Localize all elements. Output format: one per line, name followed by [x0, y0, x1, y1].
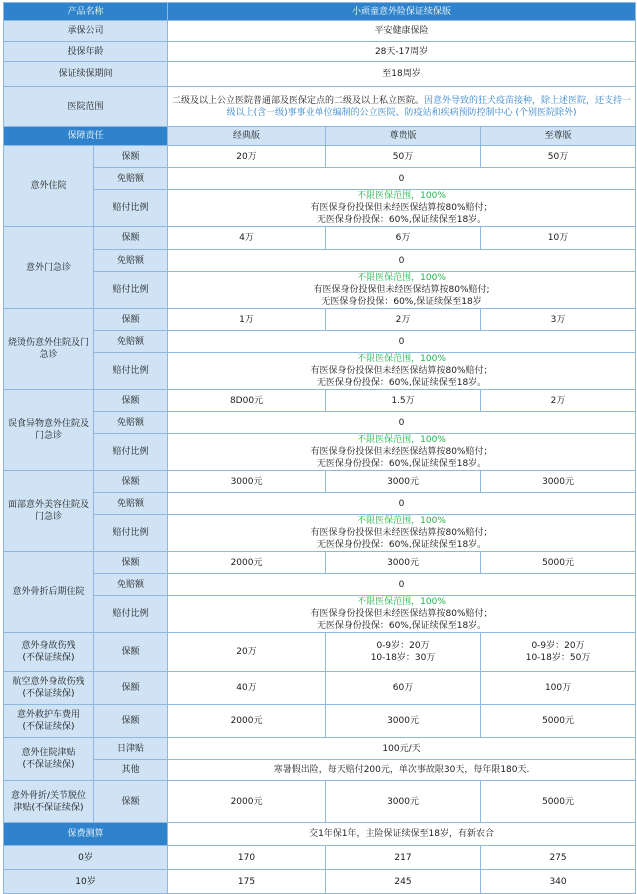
- payout-green: 不限医保范围，100%: [357, 354, 446, 364]
- payout-rest: 有医保身份投保但未经医保结算按80%赔付;: [313, 285, 490, 295]
- row-aviation: [4, 672, 636, 705]
- payout-green: 不限医保范围，100%: [357, 191, 446, 201]
- value-cell: 0-9岁：20万 10-18岁：30万: [326, 633, 481, 672]
- row-fracture-allowance: [4, 781, 636, 823]
- section-burn: 烧烫伤意外住院及门急诊: [4, 309, 94, 390]
- payout-rest: 有医保身份投保但未经医保结算按80%赔付；: [310, 366, 493, 376]
- value-cell: 20万: [168, 633, 326, 672]
- sub-ratio: 赔付比例: [94, 190, 168, 227]
- row-ambulance: [4, 705, 636, 738]
- hospital-text: 二级及以上公立医院普通部及医保定点的二级及以上私立医院。: [172, 95, 425, 106]
- value-cell: 2000元: [168, 705, 326, 738]
- plan-premium: 尊贵版: [326, 127, 481, 146]
- sub-deductible: 免赔额: [94, 412, 168, 434]
- section-foreign-body: 误食异物意外住院及门急诊: [4, 390, 94, 471]
- section-fracture-allowance: 意外骨折/关节脱位津贴(不保证续保): [4, 781, 94, 823]
- plan-classic: 经典版: [168, 127, 326, 146]
- sub-limit: 保额: [94, 471, 168, 493]
- label-product-name: 产品名称: [4, 3, 168, 21]
- value-cell: 3000元: [326, 781, 481, 823]
- premium-value: 170: [168, 846, 326, 870]
- payout-line2: 无医保身份投保：60%,保证续保至18岁: [321, 297, 482, 307]
- payout-text: [168, 515, 636, 552]
- row-product-name: [4, 3, 636, 21]
- value-cell: 5000元: [481, 705, 636, 738]
- value-cell: 0: [168, 412, 636, 434]
- sub-deductible: 免赔额: [94, 493, 168, 515]
- value-cell: 6万: [326, 227, 481, 250]
- row-accident-hospital-limit: [4, 146, 636, 168]
- value-cell: 50万: [326, 146, 481, 168]
- row-insurer: [4, 21, 636, 42]
- payout-rest: 有医保身份投保但未经医保结算按80%赔付；: [310, 609, 493, 619]
- section-disability: 意外身故伤残 (不保证续保): [4, 633, 94, 672]
- sub-ratio: 赔付比例: [94, 434, 168, 471]
- row-face-ratio: [4, 515, 636, 552]
- value-cell: 寒暑假出险，每天赔付200元，单次事故限30天，每年限180天.: [168, 760, 636, 781]
- payout-line2: 无医保身份投保：60%,保证续保至18岁。: [316, 540, 487, 550]
- payout-green: 不限医保范围，100%: [357, 597, 446, 607]
- value-cell: 100万: [481, 672, 636, 705]
- row-outpatient-ratio: [4, 272, 636, 309]
- row-fracture-deductible: [4, 574, 636, 596]
- section-face: 面部意外美容住院及门急诊: [4, 471, 94, 552]
- row-allowance-daily: [4, 738, 636, 760]
- sub-limit: 保额: [94, 227, 168, 250]
- label-insurer: 承保公司: [4, 21, 168, 42]
- label-renewal: 保证续保期间: [4, 62, 168, 87]
- label-age: 投保年龄: [4, 42, 168, 62]
- sub-limit: 保额: [94, 633, 168, 672]
- payout-text: [168, 272, 636, 309]
- row-burn-ratio: [4, 353, 636, 390]
- row-foreign-body-limit: [4, 390, 636, 412]
- value-cell: 60万: [326, 672, 481, 705]
- sub-deductible: 免赔额: [94, 331, 168, 353]
- value-cell: 5000元: [481, 552, 636, 574]
- value-cell: 0: [168, 250, 636, 272]
- sub-daily: 日津贴: [94, 738, 168, 760]
- section-allowance: 意外住院津贴 (不保证续保): [4, 738, 94, 781]
- sub-other: 其他: [94, 760, 168, 781]
- payout-text: [168, 353, 636, 390]
- row-foreign-body-deductible: [4, 412, 636, 434]
- value-cell: 8D00元: [168, 390, 326, 412]
- sub-deductible: 免赔额: [94, 168, 168, 190]
- row-face-limit: [4, 471, 636, 493]
- premium-note: 交1年保1年，主险保证续保至18岁，有新农合: [168, 823, 636, 846]
- row-foreign-body-ratio: [4, 434, 636, 471]
- hospital-text-blue: 因意外导致的狂犬疫苗接种，除上述医院，还支持一级以上(含一级)事事业单位编制的公立医院、防疫站和疾病预防控制中心 (个别医院除外): [226, 95, 632, 118]
- section-fracture: 意外骨折后期住院: [4, 552, 94, 633]
- value-cell: 1万: [168, 309, 326, 331]
- payout-line2: 无医保身份投保：60%,保证续保至18岁。: [316, 459, 487, 469]
- label-premium: 保费测算: [4, 823, 168, 846]
- value-cell: 3000元: [326, 705, 481, 738]
- value-cell: 3000元: [326, 471, 481, 493]
- payout-rest: 有医保身份投保但未经医保结算按80%赔付；: [310, 528, 493, 538]
- row-plans-header: [4, 127, 636, 146]
- row-fracture-ratio: [4, 596, 636, 633]
- value-cell: 100元/天: [168, 738, 636, 760]
- row-outpatient-limit: [4, 227, 636, 250]
- value-hospital: [168, 87, 636, 127]
- value-cell: 0: [168, 574, 636, 596]
- payout-text: [168, 434, 636, 471]
- sub-limit: 保额: [94, 781, 168, 823]
- sub-limit: 保额: [94, 705, 168, 738]
- payout-rest: 有医保身份投保但未经医保结算按80%赔付；: [310, 203, 493, 213]
- sub-ratio: 赔付比例: [94, 596, 168, 633]
- section-ambulance: 意外救护车费用 (不保证续保): [4, 705, 94, 738]
- sub-ratio: 赔付比例: [94, 515, 168, 552]
- row-age: [4, 42, 636, 62]
- value-cell: 2万: [326, 309, 481, 331]
- value-cell: 20万: [168, 146, 326, 168]
- row-accident-hospital-ratio: [4, 190, 636, 227]
- premium-value: 275: [481, 846, 636, 870]
- sub-ratio: 赔付比例: [94, 272, 168, 309]
- row-accident-hospital-deductible: [4, 168, 636, 190]
- value-cell: 3万: [481, 309, 636, 331]
- value-cell: 3000元: [168, 471, 326, 493]
- premium-age: 10岁: [4, 870, 168, 894]
- sub-ratio: 赔付比例: [94, 353, 168, 390]
- value-renewal: 至18周岁: [168, 62, 636, 87]
- row-fracture-limit: [4, 552, 636, 574]
- payout-line2: 无医保身份投保：60%,保证续保至18岁。: [316, 215, 487, 225]
- premium-age: 0岁: [4, 846, 168, 870]
- payout-green: 不限医保范围，100%: [357, 273, 446, 283]
- value-cell: 5000元: [481, 781, 636, 823]
- value-cell: 3000元: [326, 552, 481, 574]
- section-accident-hospital: 意外住院: [4, 146, 94, 227]
- sub-limit: 保额: [94, 390, 168, 412]
- label-hospital: 医院范围: [4, 87, 168, 127]
- section-aviation: 航空意外身故伤残 (不保证续保): [4, 672, 94, 705]
- row-disability: [4, 633, 636, 672]
- value-product-name: 小顽童意外险保证续保版: [168, 3, 636, 21]
- premium-value: 340: [481, 870, 636, 894]
- row-premium-header: [4, 823, 636, 846]
- value-cell: 4万: [168, 227, 326, 250]
- value-age: 28天-17周岁: [168, 42, 636, 62]
- row-outpatient-deductible: [4, 250, 636, 272]
- sub-limit: 保额: [94, 552, 168, 574]
- row-face-deductible: [4, 493, 636, 515]
- sub-limit: 保额: [94, 146, 168, 168]
- value-cell: 2000元: [168, 781, 326, 823]
- value-cell: 3000元: [481, 471, 636, 493]
- row-burn-limit: [4, 309, 636, 331]
- payout-green: 不限医保范围，100%: [357, 516, 446, 526]
- value-insurer: 平安健康保险: [168, 21, 636, 42]
- plan-supreme: 至尊版: [481, 127, 636, 146]
- payout-text: [168, 596, 636, 633]
- row-burn-deductible: [4, 331, 636, 353]
- premium-value: 217: [326, 846, 481, 870]
- payout-line2: 无医保身份投保：60%,保证续保至18岁。: [316, 378, 487, 388]
- value-cell: 0: [168, 493, 636, 515]
- payout-text: [168, 190, 636, 227]
- value-cell: 50万: [481, 146, 636, 168]
- row-allowance-other: [4, 760, 636, 781]
- premium-value: 175: [168, 870, 326, 894]
- row-hospital: [4, 87, 636, 127]
- row-premium-age10: [4, 870, 636, 894]
- value-cell: 2000元: [168, 552, 326, 574]
- value-cell: 0-9岁：20万 10-18岁：50万: [481, 633, 636, 672]
- value-cell: 10万: [481, 227, 636, 250]
- section-accident-outpatient: 意外门急诊: [4, 227, 94, 309]
- sub-limit: 保额: [94, 309, 168, 331]
- payout-green: 不限医保范围，100%: [357, 435, 446, 445]
- sub-deductible: 免赔额: [94, 250, 168, 272]
- value-cell: 2万: [481, 390, 636, 412]
- value-cell: 1.5万: [326, 390, 481, 412]
- label-coverage: 保障责任: [4, 127, 168, 146]
- sub-deductible: 免赔额: [94, 574, 168, 596]
- insurance-table: [3, 2, 636, 894]
- payout-rest: 有医保身份投保但未经医保结算按80%赔付；: [310, 447, 493, 457]
- payout-line2: 无医保身份投保：60%,保证续保至18岁。: [316, 621, 487, 631]
- row-renewal: [4, 62, 636, 87]
- premium-value: 245: [326, 870, 481, 894]
- value-cell: 40万: [168, 672, 326, 705]
- sub-limit: 保额: [94, 672, 168, 705]
- value-cell: 0: [168, 331, 636, 353]
- value-cell: 0: [168, 168, 636, 190]
- row-premium-age0: [4, 846, 636, 870]
